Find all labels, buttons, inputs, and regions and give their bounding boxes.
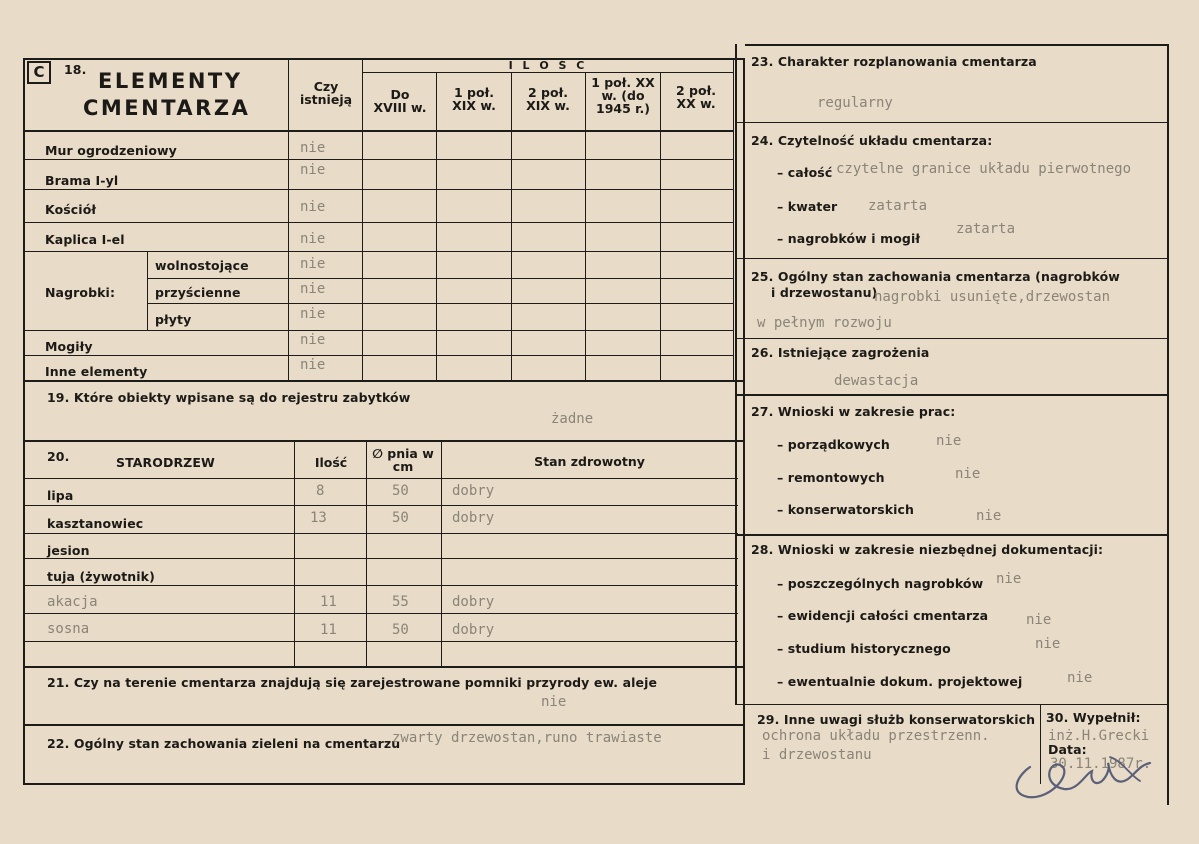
q28-item-label: – studium historycznego: [777, 641, 951, 656]
q19-answer: żadne: [551, 411, 594, 427]
trees-col-count: Ilość: [314, 455, 348, 470]
trees-number: 20.: [47, 449, 70, 464]
period-xviii: Do XVIII w.: [373, 87, 427, 115]
tree-diameter: 50: [392, 510, 409, 526]
tree-count: 11: [320, 594, 337, 610]
answer-wall-mounted: nie: [300, 281, 326, 297]
tree-name-typed: sosna: [47, 621, 90, 637]
section-number: 18.: [64, 62, 87, 77]
period-1-xix: 1 poł. XIX w.: [452, 85, 496, 113]
answer-other: nie: [300, 357, 326, 373]
q26-label: 26. Istniejące zagrożenia: [751, 345, 930, 360]
row-label-wall-mounted: przyścienne: [155, 285, 241, 300]
q28-item-label: – ewidencji całości cmentarza: [777, 608, 989, 623]
q23-label: 23. Charakter rozplanowania cmentarza: [751, 54, 1037, 69]
tombstones-group-label: Nagrobki:: [45, 285, 116, 300]
q25-answer-line1: nagrobki usunięte,drzewostan: [874, 289, 1111, 305]
row-label-church: Kościół: [45, 202, 97, 217]
tree-count: 13: [310, 510, 327, 526]
q27-item-label: – remontowych: [777, 470, 885, 485]
q27-item-answer: nie: [976, 508, 1002, 524]
row-label-wall: Mur ogrodzeniowy: [45, 143, 177, 158]
q23-answer: regularny: [817, 95, 893, 111]
q30-label: 30. Wypełnił:: [1046, 710, 1141, 725]
q27-item-label: – konserwatorskich: [777, 502, 915, 517]
period-2-xx: 2 poł. XX w.: [676, 83, 716, 111]
tree-diameter: 50: [392, 483, 409, 499]
tree-count: 11: [320, 622, 337, 638]
q26-answer: dewastacja: [834, 373, 919, 389]
q19-label: 19. Które obiekty wpisane są do rejestru zabytków: [47, 390, 411, 405]
q28-item-answer: nie: [1067, 670, 1093, 686]
q28-label: 28. Wnioski w zakresie niezbędnej dokumentacji:: [751, 542, 1104, 557]
col-exists-header: Czy istnieją: [299, 79, 353, 107]
tree-name: kasztanowiec: [47, 516, 144, 531]
tree-name-typed: akacja: [47, 594, 98, 610]
tree-name: lipa: [47, 488, 74, 503]
q25-label-line1: 25. Ogólny stan zachowania cmentarza (nagrobków: [751, 269, 1120, 284]
answer-slabs: nie: [300, 306, 326, 322]
answer-graves: nie: [300, 332, 326, 348]
answer-chapel: nie: [300, 231, 326, 247]
q29-answer-line2: i drzewostanu: [762, 747, 872, 763]
tree-diameter: 55: [392, 594, 409, 610]
q21-answer: nie: [541, 694, 567, 710]
row-label-graves: Mogiły: [45, 339, 93, 354]
section-title-line2: CMENTARZA: [83, 96, 251, 120]
tree-name: jesion: [47, 543, 90, 558]
q28-item-label: – ewentualnie dokum. projektowej: [777, 674, 1023, 689]
tree-health: dobry: [452, 483, 495, 499]
row-label-gate: Brama I-yl: [45, 173, 119, 188]
section-title-line1: ELEMENTY: [98, 69, 243, 93]
row-label-slabs: płyty: [155, 312, 192, 327]
q27-item-label: – porządkowych: [777, 437, 890, 452]
q24-item-answer: zatarta: [956, 221, 1016, 237]
quantity-header: I L O Ś C: [508, 59, 588, 72]
q30-filled-by: inż.H.Grecki: [1048, 728, 1150, 744]
trees-heading: STARODRZEW: [116, 455, 215, 470]
q22-answer: zwarty drzewostan,runo trawiaste: [392, 730, 662, 746]
q27-item-answer: nie: [955, 466, 981, 482]
tree-health: dobry: [452, 510, 495, 526]
trees-col-health: Stan zdrowotny: [534, 454, 645, 469]
q29-answer-line1: ochrona układu przestrzenn.: [762, 728, 990, 744]
q28-item-answer: nie: [996, 571, 1022, 587]
q24-item-label: – kwater: [777, 199, 838, 214]
row-label-freestanding: wolnostojące: [155, 258, 249, 273]
answer-wall: nie: [300, 140, 326, 156]
answer-gate: nie: [300, 162, 326, 178]
q27-label: 27. Wnioski w zakresie prac:: [751, 404, 956, 419]
tree-count: 8: [316, 483, 325, 499]
period-2-xix: 2 poł. XIX w.: [526, 85, 570, 113]
tree-name: tuja (żywotnik): [47, 569, 155, 584]
q24-item-answer: czytelne granice układu pierwotnego: [836, 161, 1132, 177]
tree-health: dobry: [452, 622, 495, 638]
section-letter-box: C: [27, 61, 51, 84]
q24-item-label: – nagrobków i mogił: [777, 231, 921, 246]
q28-item-answer: nie: [1035, 636, 1061, 652]
trees-col-diameter: ∅ pnia w cm: [372, 446, 434, 474]
answer-freestanding: nie: [300, 256, 326, 272]
q30-date-label: Data:: [1048, 742, 1087, 757]
q24-label: 24. Czytelność układu cmentarza:: [751, 133, 993, 148]
q24-item-answer: zatarta: [868, 198, 928, 214]
q28-item-label: – poszczególnych nagrobków: [777, 576, 984, 591]
period-1-xx: 1 poł. XX w. (do 1945 r.): [591, 75, 655, 116]
q24-item-label: – całość: [777, 165, 833, 180]
q28-item-answer: nie: [1026, 612, 1052, 628]
answer-church: nie: [300, 199, 326, 215]
row-label-chapel: Kaplica I-el: [45, 232, 125, 247]
q21-label: 21. Czy na terenie cmentarza znajdują się zarejestrowane pomniki przyrody ew. aleje: [47, 675, 658, 690]
tree-health: dobry: [452, 594, 495, 610]
tree-diameter: 50: [392, 622, 409, 638]
row-label-other: Inne elementy: [45, 364, 148, 379]
signature-scribble: [990, 745, 1170, 805]
q22-label: 22. Ogólny stan zachowania zieleni na cmentarzu: [47, 736, 401, 751]
q30-date-value: 30.11.1987r.: [1050, 756, 1152, 772]
q25-answer-line2: w pełnym rozwoju: [757, 315, 892, 331]
q27-item-answer: nie: [936, 433, 962, 449]
q25-label-line2: i drzewostanu): [771, 285, 878, 300]
q29-label: 29. Inne uwagi służb konserwatorskich: [757, 712, 1036, 727]
